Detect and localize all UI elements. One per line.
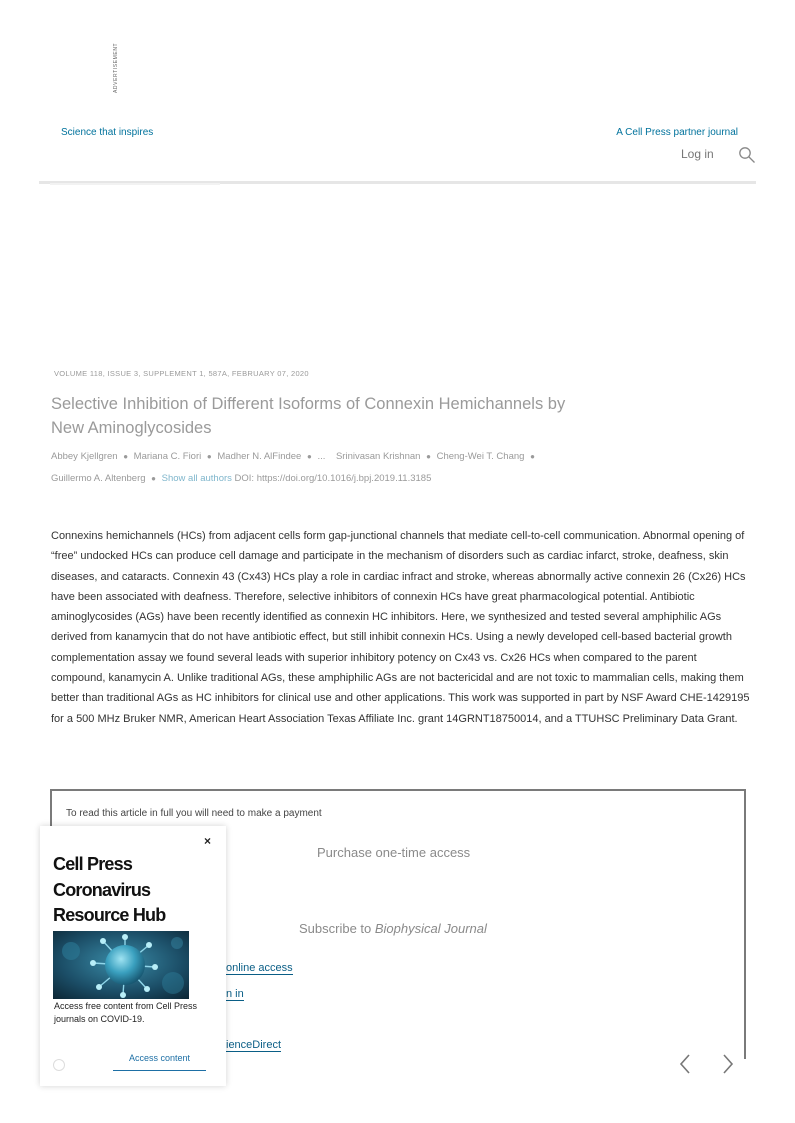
close-icon[interactable]: ×: [204, 834, 212, 848]
author-ellipsis: ...: [317, 451, 326, 462]
tagline-right[interactable]: A Cell Press partner journal: [616, 127, 738, 138]
author-line-2: [51, 468, 611, 490]
tagline-left[interactable]: Science that inspires: [61, 127, 154, 138]
popup-heading-line-1: Cell Press: [53, 854, 133, 874]
author-list: [51, 446, 611, 490]
subscribe-title: [299, 921, 487, 936]
article-title: [51, 392, 651, 440]
article-title-line-1: Selective Inhibition of Different Isoforms of Connexin Hemichannels by: [51, 395, 566, 413]
search-icon[interactable]: [738, 146, 756, 164]
author-separator: ●: [426, 452, 431, 461]
payment-intro: To read this article in full you will need to make a payment: [66, 808, 322, 819]
login-link[interactable]: Log in: [681, 147, 714, 161]
journal-name: Biophysical Journal: [374, 921, 487, 936]
popup-heading-line-3: Resource Hub: [53, 905, 166, 925]
online-access-link[interactable]: online access: [226, 962, 293, 974]
purchase-title: Purchase one-time access: [317, 845, 471, 860]
subscribe-prefix: Subscribe to: [299, 921, 375, 936]
virus-image: [53, 931, 189, 999]
author-name[interactable]: Guillermo A. Altenberg: [51, 473, 146, 484]
chevron-right-icon[interactable]: [719, 1052, 737, 1076]
popup-heading-line-2: Coronavirus: [53, 879, 151, 900]
author-separator: ●: [151, 474, 157, 483]
volume-line: VOLUME 118, ISSUE 3, SUPPLEMENT 1, 587A, FEBRUARY 07, 2020: [54, 369, 309, 378]
abstract-text: Connexins hemichannels (HCs) from adjacent cells form gap-junctional channels that mediate cell-to-cell communication. Abnormal opening of “free” undocked HCs can produce cell damage and participate in the mechanism of disorders such as cardiac infarct, stroke, deafness, skin diseases, and cataracts. Connexin 43 (Cx43) HCs play a role in cardiac infract and stroke, whereas abnormally active connexin 26 (Cx26) HCs have been associated with deafness. Therefore, selective inhibitors of connexin HCs have great pharmacological potential. Antibiotic aminoglycosides (AGs) have been recently identified as connexin HC inhibitors. Here, we synthesized and tested several amphiphilic AGs derived from kanamycin that do not have antibiotic effect, but still inhibit connexin HCs. Using a newly developed cell-based bacterial growth complementation assay we found several leads with superior inhibitory potency on Cx43 vs. Cx26 HCs when compared to the parent compound, kanamycin A. Unlike traditional AGs, these amphiphilic AGs are not bactericidal and are not toxic to mammalian cells, making them better than traditional AGs as HC inhibitors for clinical use and other applications. This work was supported in part by NSF Award CHE-1429195 for a 500 MHz Bruker NMR, American Heart Association Texas Affiliate Inc. grant 14GRNT18750014, and a TTUHSC Preliminary Data Grant.: [51, 530, 750, 725]
sciencedirect-link[interactable]: ienceDirect: [226, 1039, 282, 1051]
popup-heading: [53, 852, 213, 929]
author-separator: ●: [530, 452, 535, 461]
author-name[interactable]: Srinivasan Krishnan: [335, 451, 421, 462]
author-name[interactable]: Madher N. AlFindee: [217, 451, 302, 462]
access-content-button[interactable]: Access content: [113, 1051, 206, 1071]
author-separator: ●: [123, 452, 129, 461]
author-name[interactable]: Mariana C. Fiori: [133, 451, 202, 462]
popup-description: Access free content from Cell Press journals on COVID-19.: [54, 1001, 198, 1024]
nav-underline: [50, 183, 220, 185]
doi[interactable]: DOI: https://doi.org/10.1016/j.bpj.2019.11.3185: [234, 473, 432, 484]
sign-in-link[interactable]: n in: [226, 988, 244, 1000]
chevron-left-icon[interactable]: [676, 1052, 694, 1076]
author-name[interactable]: Cheng-Wei T. Chang: [436, 451, 525, 462]
author-separator: ●: [206, 452, 212, 461]
author-separator: ●: [306, 452, 312, 461]
show-all-authors-link[interactable]: Show all authors: [161, 473, 232, 484]
advertisement-label: ADVERTISEMENT: [113, 42, 119, 94]
author-line-1: [51, 446, 611, 468]
article-title-line-2: New Aminoglycosides: [51, 419, 212, 437]
author-name[interactable]: Abbey Kjellgren: [51, 451, 118, 462]
carousel-dot[interactable]: [53, 1059, 65, 1071]
